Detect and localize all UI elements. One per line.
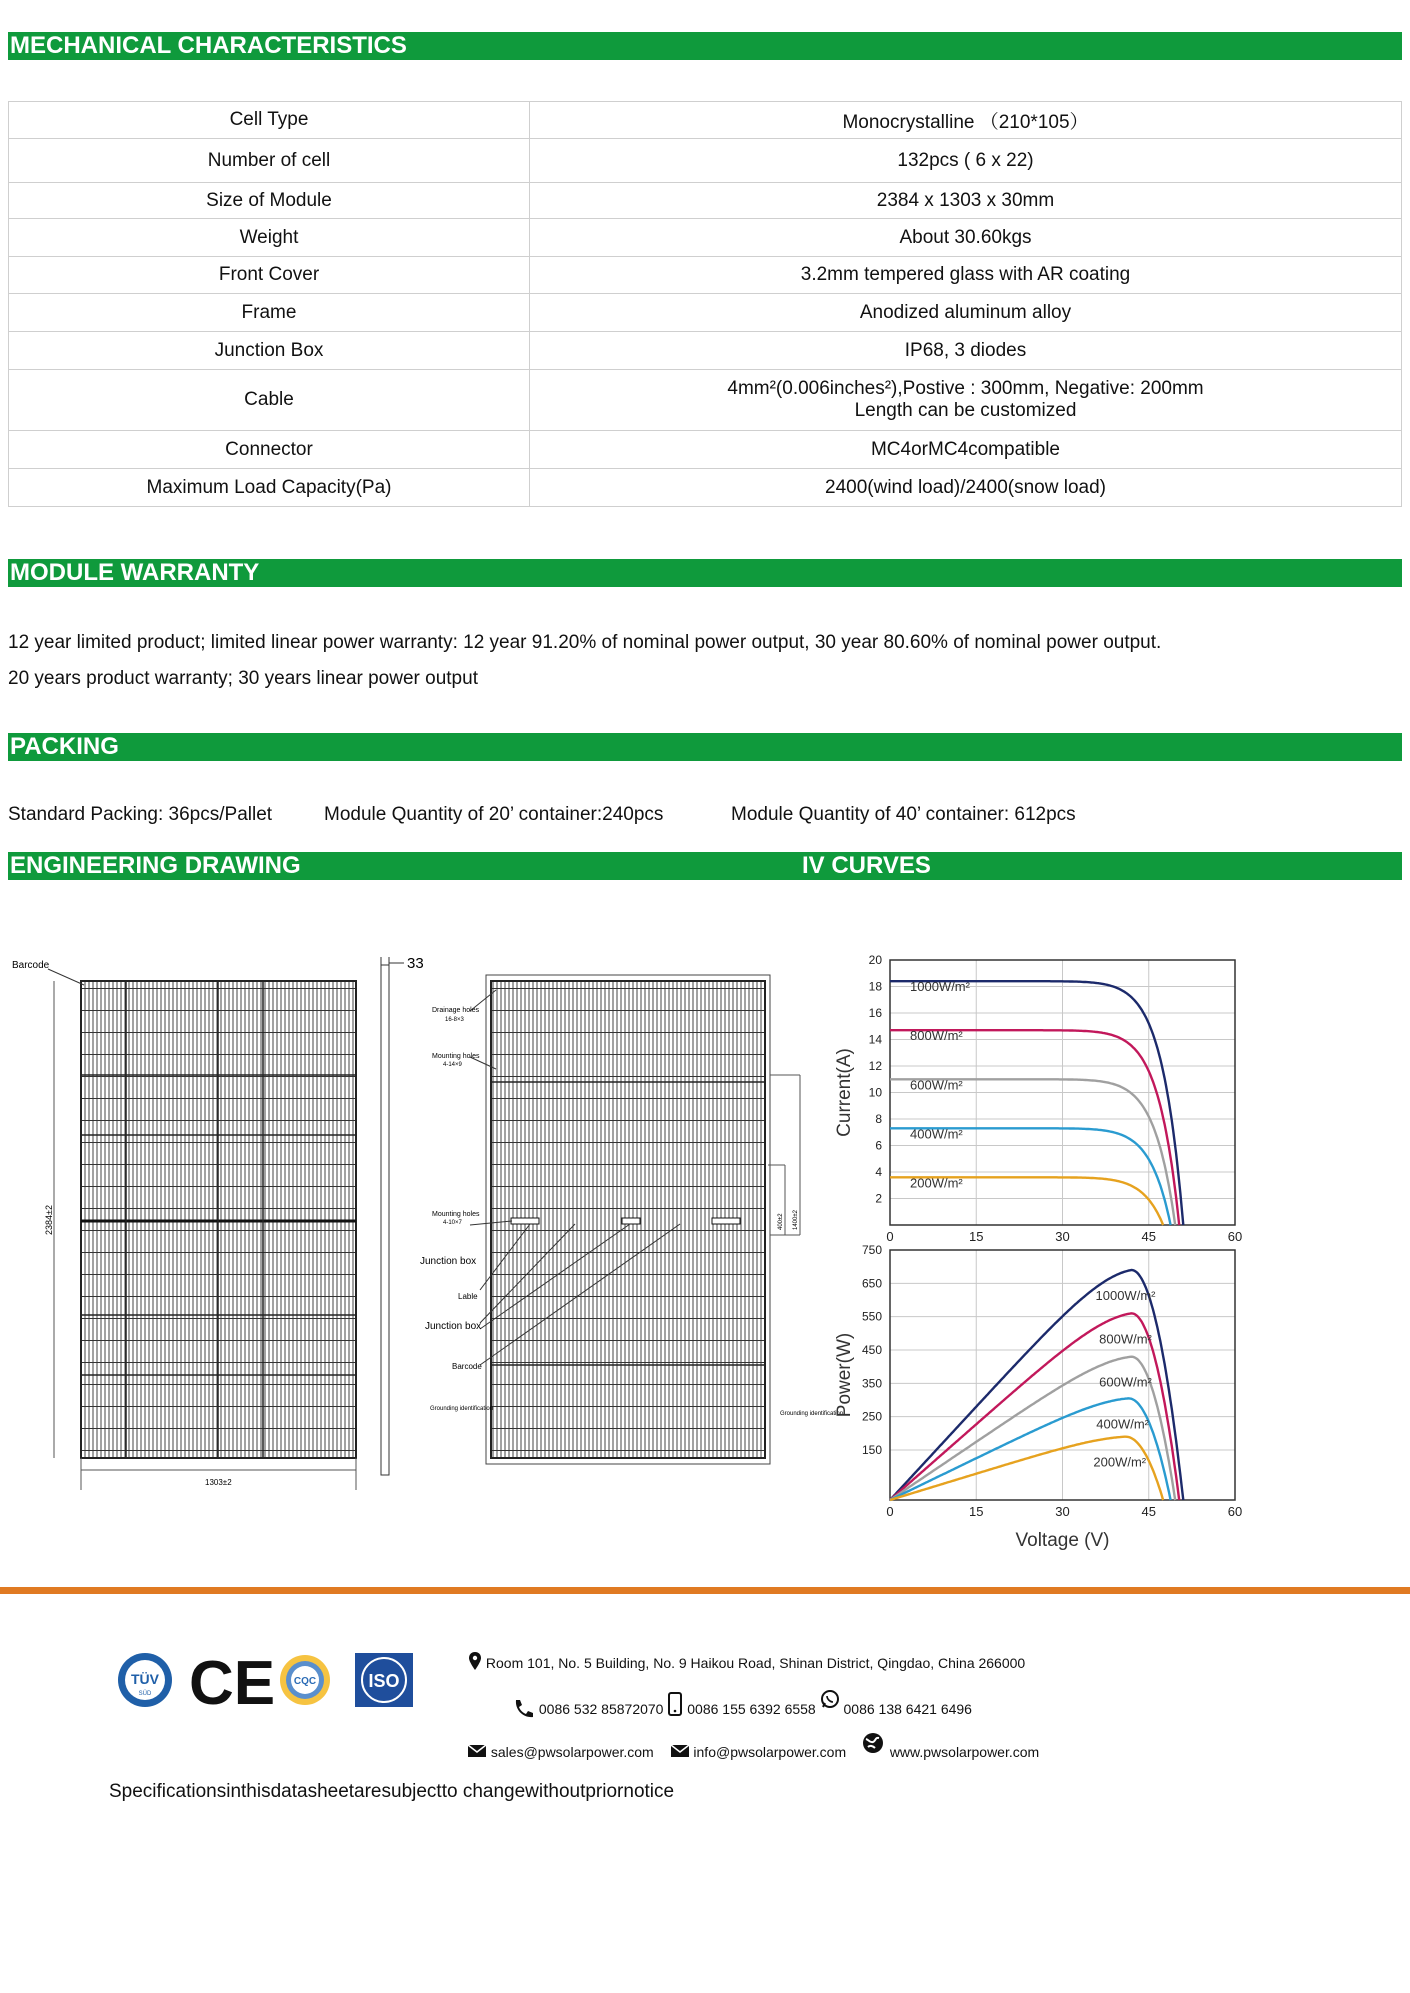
- cqc-text: CQC: [293, 1676, 317, 1687]
- series-label: 800W/m²: [910, 1028, 963, 1044]
- drainage-label: Drainage holes: [432, 1007, 480, 1014]
- series-line: [890, 1079, 1175, 1225]
- website-text[interactable]: www.pwsolarpower.com: [889, 1744, 1040, 1760]
- cqc-logo: [280, 1655, 330, 1705]
- y-tick-label: 550: [861, 1309, 882, 1324]
- mounting-spec-2: 4-10×7: [443, 1220, 462, 1226]
- spec-key: Maximum Load Capacity(Pa): [9, 469, 530, 507]
- y-tick-label: 750: [861, 1243, 882, 1257]
- side-view: [381, 957, 404, 1475]
- x-tick-label: 15: [969, 1229, 984, 1244]
- x-axis-label: Voltage (V): [1015, 1530, 1110, 1551]
- lable-label: Lable: [458, 1292, 478, 1301]
- series-label: 600W/m²: [1099, 1374, 1152, 1390]
- barcode-label-2: Barcode: [452, 1362, 482, 1371]
- x-tick-label: 45: [1141, 1229, 1156, 1244]
- section-title: PACKING: [10, 733, 119, 760]
- front-view: [48, 969, 356, 1490]
- spec-value-cable: [530, 370, 1402, 431]
- spec-key: Cable: [9, 370, 530, 431]
- mechanical-table: [8, 101, 1402, 507]
- x-tick-label: 60: [1227, 1504, 1243, 1519]
- spec-key: Frame: [9, 294, 530, 332]
- table-row: [9, 183, 1402, 219]
- tuv-logo: [118, 1653, 172, 1707]
- phone-row: [513, 1690, 972, 1717]
- section-header-warranty: [8, 559, 1402, 587]
- spec-value: MC4orMC4compatible: [530, 431, 1402, 469]
- iv-curves-chart: [825, 945, 1345, 1565]
- series-label: 600W/m²: [910, 1077, 963, 1093]
- mounting-label-2: Mounting holes: [432, 1211, 480, 1218]
- spec-value: Monocrystalline （210*105）: [530, 102, 1402, 139]
- table-row: [9, 294, 1402, 332]
- table-row: [9, 219, 1402, 257]
- section-header-packing: [8, 733, 1402, 761]
- spec-key: Connector: [9, 431, 530, 469]
- phone-1-text: 0086 532 85872070: [538, 1701, 664, 1717]
- email-2-text[interactable]: info@pwsolarpower.com: [693, 1744, 847, 1760]
- warranty-line-1: 12 year limited product; limited linear power warranty: 12 year 91.20% of nominal power output, 30 year 80.60% of nominal power output.: [8, 632, 1162, 653]
- series-label: 1000W/m²: [910, 979, 970, 995]
- iso-text: ISO: [368, 1671, 400, 1691]
- y-tick-label: 20: [868, 953, 882, 967]
- x-tick-label: 60: [1227, 1229, 1243, 1244]
- section-title: ENGINEERING DRAWING: [10, 852, 301, 879]
- footer-note: Specificationsinthisdatasheetaresubjectto changewithoutpriornotice: [109, 1781, 675, 1802]
- y-tick-label: 250: [861, 1409, 882, 1424]
- packing-standard: Standard Packing: 36pcs/Pallet: [8, 804, 273, 825]
- y-tick-label: 10: [868, 1085, 882, 1100]
- junction-box-label-1: Junction box: [420, 1256, 477, 1267]
- mounting-spec-1: 4-14×9: [443, 1062, 462, 1068]
- y-tick-label: 8: [875, 1112, 882, 1126]
- table-row: [9, 102, 1402, 139]
- grounding-label-right: Grounding identification: [780, 1411, 844, 1417]
- x-tick-label: 45: [1141, 1504, 1156, 1519]
- spec-value: IP68, 3 diodes: [530, 332, 1402, 370]
- orange-divider: [0, 1587, 1410, 1594]
- barcode-label: Barcode: [12, 960, 50, 971]
- spec-value: 132pcs ( 6 x 22): [530, 139, 1402, 183]
- packing-40ft: Module Quantity of 40’ container: 612pcs: [731, 804, 1076, 825]
- y-tick-label: 6: [875, 1138, 882, 1153]
- phone-3-text: 0086 138 6421 6496: [843, 1701, 972, 1717]
- warranty-line-2: 20 years product warranty; 30 years linear power output: [8, 668, 478, 689]
- back-view: [470, 975, 800, 1464]
- globe-icon: [860, 1731, 886, 1755]
- phone-icon: [513, 1699, 535, 1717]
- section-title: MODULE WARRANTY: [10, 559, 260, 586]
- section-title-iv: IV CURVES: [802, 852, 931, 879]
- dim-400: 400±2: [778, 1213, 784, 1230]
- spec-key: Front Cover: [9, 257, 530, 294]
- width-dim: 1303±2: [205, 1478, 232, 1487]
- spec-value: 2400(wind load)/2400(snow load): [530, 469, 1402, 507]
- mounting-label-1: Mounting holes: [432, 1053, 480, 1060]
- email-icon: [467, 1744, 487, 1758]
- spec-value: 3.2mm tempered glass with AR coating: [530, 257, 1402, 294]
- series-label: 800W/m²: [1099, 1331, 1152, 1347]
- x-tick-label: 0: [886, 1504, 894, 1519]
- email-web-row: [467, 1731, 1039, 1760]
- y-tick-label: 14: [868, 1032, 882, 1047]
- x-tick-label: 30: [1055, 1504, 1070, 1519]
- iso-logo: [355, 1653, 413, 1707]
- section-title: MECHANICAL CHARACTERISTICS: [10, 32, 407, 59]
- table-row: [9, 139, 1402, 183]
- series-label: 200W/m²: [910, 1175, 963, 1191]
- table-row: [9, 431, 1402, 469]
- y-tick-label: 4: [875, 1165, 882, 1179]
- y-axis-label: Power(W): [834, 1332, 855, 1418]
- y-tick-label: 16: [868, 1006, 882, 1020]
- y-tick-label: 650: [861, 1276, 882, 1291]
- grounding-label-left: Grounding identification: [430, 1406, 494, 1412]
- phone-2-text: 0086 155 6392 6558: [687, 1701, 816, 1717]
- spec-value: 2384 x 1303 x 30mm: [530, 183, 1402, 219]
- address-text: Room 101, No. 5 Building, No. 9 Haikou Road, Shinan District, Qingdao, China 266000: [485, 1655, 1026, 1671]
- y-tick-label: 2: [875, 1191, 882, 1206]
- spec-key: Cell Type: [9, 102, 530, 139]
- table-row: [9, 469, 1402, 507]
- y-axis-label: Current(A): [834, 1048, 855, 1137]
- y-tick-label: 150: [861, 1443, 882, 1457]
- spec-value: Anodized aluminum alloy: [530, 294, 1402, 332]
- packing-20ft: Module Quantity of 20’ container:240pcs: [324, 804, 664, 825]
- tuv-sub-text: SÜD: [138, 1691, 152, 1697]
- section-header-mechanical: [8, 32, 1402, 60]
- certification-logos: [115, 1649, 415, 1718]
- series-label: 400W/m²: [1096, 1416, 1149, 1432]
- engineering-drawing: [0, 945, 844, 1505]
- table-row: [9, 370, 1402, 431]
- height-dim: 2384±2: [44, 1205, 54, 1235]
- spec-key: Number of cell: [9, 139, 530, 183]
- spec-key: Size of Module: [9, 183, 530, 219]
- junction-box-label-2: Junction box: [425, 1321, 482, 1332]
- section-header-drawing: [8, 852, 1402, 880]
- series-line: [890, 1398, 1171, 1500]
- ce-logo: [189, 1649, 275, 1718]
- table-row: [9, 332, 1402, 370]
- tuv-text: TÜV: [131, 1671, 159, 1687]
- table-row: [9, 257, 1402, 294]
- spec-value: About 30.60kgs: [530, 219, 1402, 257]
- x-tick-label: 30: [1055, 1229, 1070, 1244]
- series-label: 200W/m²: [1093, 1454, 1147, 1470]
- y-tick-label: 350: [861, 1376, 882, 1391]
- y-tick-label: 450: [861, 1343, 882, 1357]
- series-label: 400W/m²: [910, 1126, 963, 1142]
- cable-line-2: Length can be customized: [854, 400, 1077, 421]
- location-pin-icon: [468, 1652, 482, 1670]
- x-tick-label: 0: [886, 1229, 894, 1244]
- mobile-icon: [667, 1692, 683, 1716]
- dim-1400: 1400±2: [793, 1210, 799, 1230]
- thickness-dim: 33: [407, 955, 424, 972]
- ce-text: CE: [189, 1649, 276, 1718]
- series-label: 1000W/m²: [1095, 1288, 1156, 1303]
- email-icon: [670, 1744, 690, 1758]
- email-1-text[interactable]: sales@pwsolarpower.com: [490, 1744, 654, 1760]
- drainage-spec: 16-8×3: [445, 1017, 464, 1023]
- spec-key: Junction Box: [9, 332, 530, 370]
- y-tick-label: 18: [868, 979, 882, 994]
- address-row: [468, 1652, 1025, 1671]
- x-tick-label: 15: [969, 1504, 984, 1519]
- spec-key: Weight: [9, 219, 530, 257]
- cable-line-1: 4mm²(0.006inches²),Postive : 300mm, Negative: 200mm: [727, 378, 1204, 399]
- whatsapp-icon: [820, 1690, 840, 1712]
- y-tick-label: 12: [868, 1059, 882, 1073]
